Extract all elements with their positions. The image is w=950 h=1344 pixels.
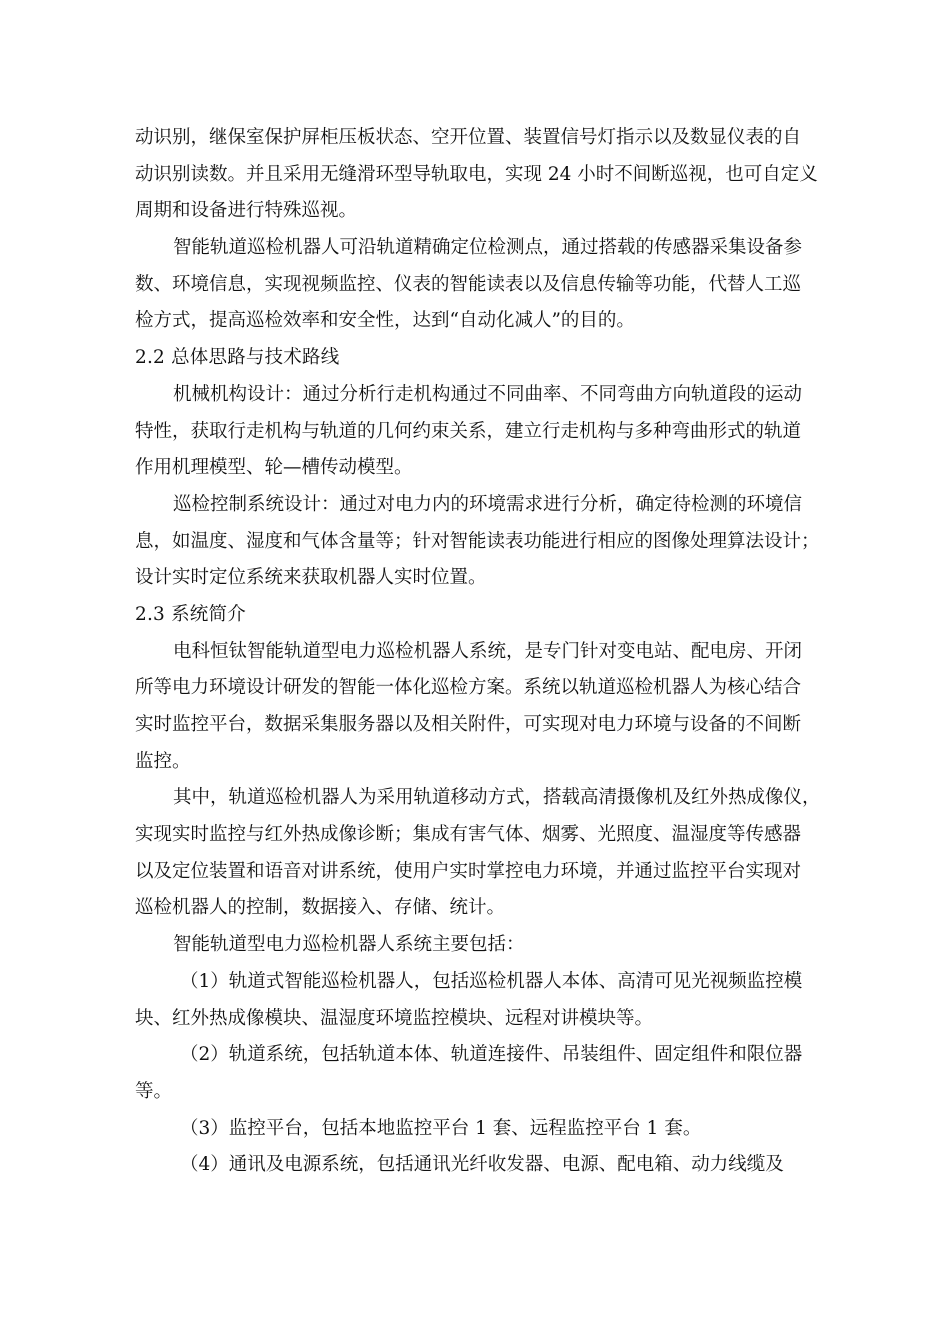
paragraph xyxy=(135,964,835,1037)
text-line: （3）监控平台，包括本地监控平台 1 套、远程监控平台 1 套。 xyxy=(180,1117,702,1139)
paragraph xyxy=(135,634,835,781)
text-line: 巡检机器人的控制，数据接入、存储、统计。 xyxy=(135,897,506,919)
paragraph xyxy=(135,487,835,597)
text-line: 块、红外热成像模块、温湿度环境监控模块、远程对讲模块等。 xyxy=(135,1007,654,1029)
section-heading xyxy=(135,597,835,634)
text-line: 实时监控平台，数据采集服务器以及相关附件，可实现对电力环境与设备的不间断 xyxy=(135,714,802,735)
paragraph xyxy=(135,1037,835,1110)
text-line: 数、环境信息，实现视频监控、仪表的智能读表以及信息传输等功能，代替人工巡 xyxy=(135,273,802,295)
text-line: 等。 xyxy=(135,1080,173,1102)
text-line: （1）轨道式智能巡检机器人，包括巡检机器人本体、高清可见光视频监控模 xyxy=(180,970,803,992)
text-line: 以及定位装置和语音对讲系统，使用户实时掌控电力环境，并通过监控平台实现对 xyxy=(135,860,802,882)
text-line: 动识别，继保室保护屏柜压板状态、空开位置、装置信号灯指示以及数显仪表的自 xyxy=(135,127,802,148)
text-line: 其中，轨道巡检机器人为采用轨道移动方式，搭载高清摄像机及红外热成像仪， xyxy=(173,787,821,809)
text-line: 电科恒钛智能轨道型电力巡检机器人系统，是专门针对变电站、配电房、开闭 xyxy=(173,640,803,662)
text-line: 动识别读数。并且采用无缝滑环型导轨取电，实现 24 小时不间断巡视，也可自定义 xyxy=(135,163,818,185)
paragraph xyxy=(135,927,835,964)
text-line: 智能轨道巡检机器人可沿轨道精确定位检测点，通过搭载的传感器采集设备参 xyxy=(173,237,803,259)
heading-text: 2.2 总体思路与技术路线 xyxy=(135,347,340,369)
paragraph xyxy=(135,230,835,340)
text-line: （2）轨道系统，包括轨道本体、轨道连接件、吊装组件、固定组件和限位器 xyxy=(180,1044,803,1066)
paragraph xyxy=(135,780,835,927)
paragraph xyxy=(135,1111,835,1148)
paragraph xyxy=(135,120,835,230)
text-line: 息，如温度、湿度和气体含量等；针对智能读表功能进行相应的图像处理算法设计； xyxy=(135,530,820,552)
text-line: 机械机构设计：通过分析行走机构通过不同曲率、不同弯曲方向轨道段的运动 xyxy=(173,383,803,405)
text-line: （4）通讯及电源系统，包括通讯光纤收发器、电源、配电箱、动力线缆及 xyxy=(180,1154,784,1176)
section-heading xyxy=(135,340,835,377)
text-line: 所等电力环境设计研发的智能一体化巡检方案。系统以轨道巡检机器人为核心结合 xyxy=(135,677,802,699)
text-line: 巡检控制系统设计：通过对电力内的环境需求进行分析，确定待检测的环境信 xyxy=(173,493,803,515)
text-line: 智能轨道型电力巡检机器人系统主要包括： xyxy=(173,934,525,956)
text-line: 实现实时监控与红外热成像诊断；集成有害气体、烟雾、光照度、温湿度等传感器 xyxy=(135,824,802,846)
text-line: 检方式，提高巡检效率和安全性，达到“自动化减人”的目的。 xyxy=(135,310,635,332)
paragraph xyxy=(135,377,835,487)
text-line: 监控。 xyxy=(135,750,191,772)
text-line: 设计实时定位系统来获取机器人实时位置。 xyxy=(135,567,487,589)
paragraph xyxy=(135,1147,835,1184)
heading-text: 2.3 系统简介 xyxy=(135,603,246,625)
text-line: 作用机理模型、轮—槽传动模型。 xyxy=(135,457,413,479)
document-body xyxy=(135,120,835,1184)
text-line: 周期和设备进行特殊巡视。 xyxy=(135,200,358,222)
text-line: 特性，获取行走机构与轨道的几何约束关系，建立行走机构与多种弯曲形式的轨道 xyxy=(135,420,802,442)
